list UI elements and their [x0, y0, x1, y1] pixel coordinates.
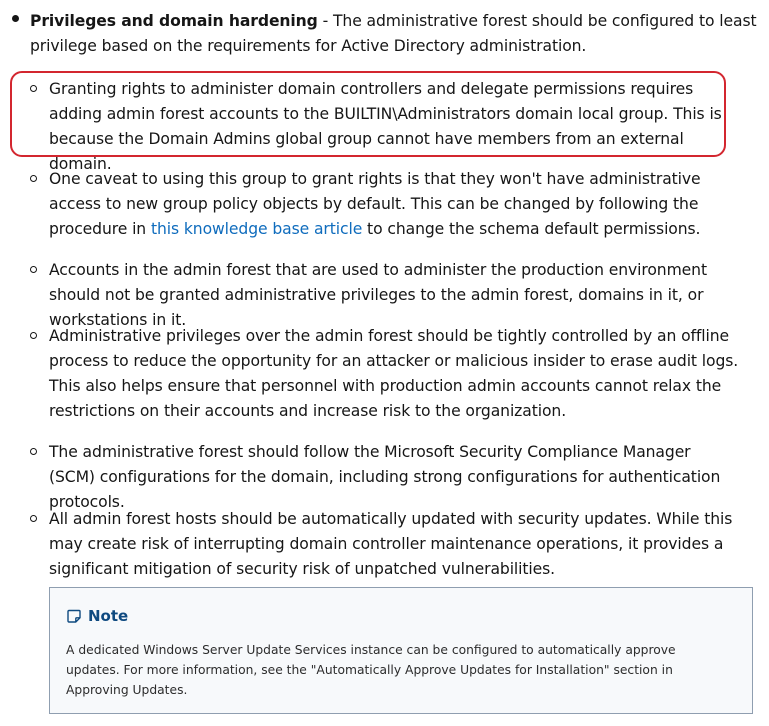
note-title: Note: [88, 607, 129, 625]
hollow-bullet-icon: [30, 448, 37, 455]
hollow-bullet-icon: [30, 332, 37, 339]
sub-list-item-text: Granting rights to administer domain controllers and delegate permissions requires adding admin forest accounts to the BUILTIN\Administrators domain local group. This is because the Domain Admins global group cannot have members from an external domain.: [49, 80, 722, 173]
list-item-title: Privileges and domain hardening: [30, 12, 318, 30]
hollow-bullet-icon: [30, 515, 37, 522]
hollow-bullet-icon: [30, 266, 37, 273]
note-header: [66, 605, 128, 627]
note-icon: [66, 608, 82, 624]
sub-list-item-text-before: One caveat to using this group to grant rights is that they won't have administrative access to new group policy objects by default. This can be changed by following the procedure in: [49, 170, 701, 238]
sub-list-item-text: All admin forest hosts should be automatically updated with security updates. While this may create risk of interrupting domain controller maintenance operations, it provides a significant mitigation of security risk of unpatched vulnerabilities.: [49, 510, 733, 578]
sub-list-item-text: The administrative forest should follow the Microsoft Security Compliance Manager (SCM) configurations for the domain, including strong configurations for authentication protocols.: [49, 443, 721, 511]
note-body: A dedicated Windows Server Update Services instance can be configured to automatically approve updates. For more information, see the "Automatically Approve Updates for Installation" section in Approving Updates.: [66, 643, 676, 697]
sub-list-item-text: [49, 167, 739, 242]
sub-list-item-text: Accounts in the admin forest that are used to administer the production environment should not be granted administrative privileges to the admin forest, domains in it, or workstations in it.: [49, 261, 707, 329]
hollow-bullet-icon: [30, 85, 37, 92]
knowledge-base-article-link[interactable]: this knowledge base article: [150, 220, 363, 238]
note-callout: [49, 587, 753, 714]
sub-list-item-text-after: to change the schema default permissions.: [362, 220, 701, 238]
list-item-text: [30, 9, 760, 59]
filled-bullet-icon: [12, 15, 19, 22]
list-item-description: - The administrative forest should be configured to least privilege based on the requirements for Active Directory administration.: [30, 12, 757, 55]
sub-list-item-text: Administrative privileges over the admin forest should be tightly controlled by an offline process to reduce the opportunity for an attacker or malicious insider to erase audit logs. This also helps ensure that personnel with production admin accounts cannot relax the restrictions on their accounts and increase risk to the organization.: [49, 327, 739, 420]
hollow-bullet-icon: [30, 175, 37, 182]
